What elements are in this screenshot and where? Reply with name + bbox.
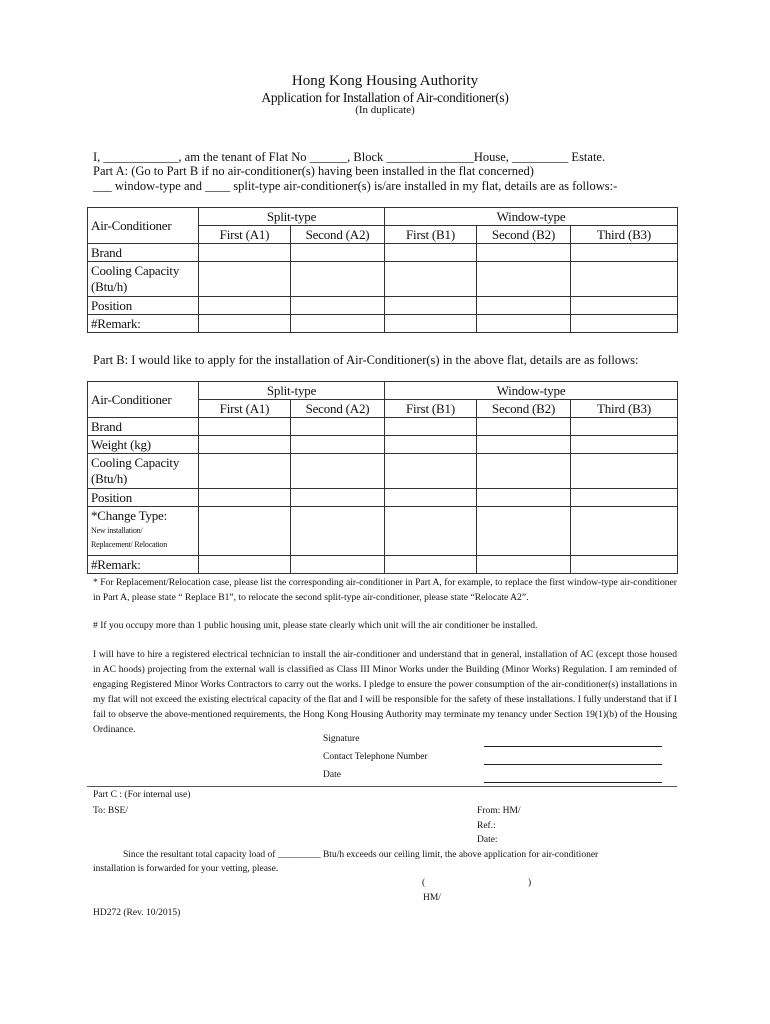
declaration-paragraph: I will have to hire a registered electrical technician to install the air-conditioner and understand that in general, installation of AC (except those housed in AC hoods) projecting from the external wall is classified as Class III Minor Works under the Building (Minor Works) Regulation. I am reminded of engaging Registered Minor Works Contractors to carry out the works. I pledge to ensure the power consumption of the air-conditioner(s) installations in my flat will not exceed the existing electrical capacity of the flat and I will be responsible for the safety of these installations. I fully understand that if I fail to observe the above-mentioned requirements, the Hong Kong Housing Authority may terminate my tenancy under Section 19(1)(b) of the Housing Ordinance. [93, 649, 677, 735]
header-first-b1: First (B1) [385, 400, 477, 418]
part-b-table [87, 381, 678, 574]
input-cell[interactable] [385, 489, 477, 507]
input-cell[interactable] [199, 297, 291, 315]
input-cell[interactable] [199, 454, 291, 489]
telephone-line[interactable] [484, 764, 662, 765]
input-cell[interactable] [385, 556, 477, 574]
telephone-label: Contact Telephone Number [323, 752, 428, 762]
input-cell[interactable] [571, 436, 678, 454]
capacity-forward-text: Since the resultant total capacity load of _________ Btu/h exceeds our ceiling limit, the above application for air-conditioner [123, 850, 599, 860]
input-cell[interactable] [571, 454, 678, 489]
header-split-type: Split-type [199, 382, 385, 400]
input-cell[interactable] [477, 507, 571, 556]
header-third-b3: Third (B3) [571, 226, 678, 244]
signature-line[interactable] [484, 746, 662, 747]
hm-signature-label: HM/ [423, 893, 441, 903]
part-c-heading: Part C : (For internal use) [93, 790, 191, 800]
input-cell[interactable] [571, 418, 678, 436]
tenant-declaration-line: I, ____________, am the tenant of Flat No ______, Block ______________House, _________ Estate. [93, 150, 606, 164]
paren-close: ) [528, 878, 532, 888]
date-label: Date [323, 770, 341, 780]
row-label-remark: #Remark: [88, 556, 199, 574]
input-cell[interactable] [199, 436, 291, 454]
part-a-table [87, 207, 678, 333]
input-cell[interactable] [571, 262, 678, 297]
header-window-type: Window-type [385, 208, 678, 226]
part-c-date-label: Date: [477, 835, 498, 845]
header-window-type: Window-type [385, 382, 678, 400]
header-first-a1: First (A1) [199, 400, 291, 418]
input-cell[interactable] [199, 489, 291, 507]
duplicate-note: (In duplicate) [355, 104, 415, 116]
row-label-brand: Brand [88, 418, 199, 436]
table-row [88, 297, 678, 315]
to-bse-label: To: BSE/ [93, 806, 128, 816]
input-cell[interactable] [385, 454, 477, 489]
row-label-position: Position [88, 297, 199, 315]
table-row [88, 507, 678, 556]
input-cell[interactable] [571, 489, 678, 507]
from-hm-label: From: HM/ [477, 806, 521, 816]
input-cell[interactable] [291, 556, 385, 574]
table-row [88, 489, 678, 507]
header-third-b3: Third (B3) [571, 400, 678, 418]
input-cell[interactable] [477, 454, 571, 489]
part-a-heading: Part A: (Go to Part B if no air-conditioner(s) having been installed in the flat concerned) [93, 164, 534, 178]
input-cell[interactable] [291, 262, 385, 297]
input-cell[interactable] [291, 507, 385, 556]
form-title: Hong Kong Housing Authority [291, 73, 479, 89]
row-label-position: Position [88, 489, 199, 507]
input-cell[interactable] [291, 436, 385, 454]
table-row [88, 436, 678, 454]
paren-open: ( [422, 878, 426, 888]
header-second-b2: Second (B2) [477, 226, 571, 244]
input-cell[interactable] [571, 507, 678, 556]
date-line[interactable] [484, 782, 662, 783]
form-subtitle: Application for Installation of Air-conditioner(s) [261, 90, 509, 105]
part-b-heading: Part B: I would like to apply for the installation of Air-Conditioner(s) in the above flat, details are as follows: [93, 353, 639, 367]
input-cell[interactable] [477, 436, 571, 454]
input-cell[interactable] [477, 315, 571, 333]
multiple-unit-note: # If you occupy more than 1 public housing unit, please state clearly which unit will the air conditioner be installed. [93, 620, 538, 631]
ref-label: Ref.: [477, 821, 496, 831]
table-row [88, 244, 678, 262]
replacement-note: * For Replacement/Relocation case, please list the corresponding air-conditioner in Part A, for example, to replace the first window-type air-conditioner in Part A, please state “ Replace B1”, to relocate the second split-type air-conditioner, please state “Relocate A2”. [93, 577, 677, 603]
input-cell[interactable] [291, 489, 385, 507]
input-cell[interactable] [385, 244, 477, 262]
input-cell[interactable] [571, 244, 678, 262]
input-cell[interactable] [199, 556, 291, 574]
row-label-change-type: *Change Type: New installation/ Replacement/ Relocation [88, 507, 199, 556]
input-cell[interactable] [477, 262, 571, 297]
input-cell[interactable] [199, 262, 291, 297]
input-cell[interactable] [291, 297, 385, 315]
table-row [88, 418, 678, 436]
header-air-conditioner: Air-Conditioner [88, 382, 199, 418]
header-air-conditioner: Air-Conditioner [88, 208, 199, 244]
input-cell[interactable] [385, 262, 477, 297]
input-cell[interactable] [199, 507, 291, 556]
input-cell[interactable] [477, 297, 571, 315]
row-label-cooling-capacity: Cooling Capacity (Btu/h) [88, 454, 199, 489]
input-cell[interactable] [571, 315, 678, 333]
input-cell[interactable] [199, 244, 291, 262]
input-cell[interactable] [199, 315, 291, 333]
signature-label: Signature [323, 734, 360, 744]
input-cell[interactable] [291, 244, 385, 262]
row-label-cooling-capacity: Cooling Capacity (Btu/h) [88, 262, 199, 297]
input-cell[interactable] [571, 556, 678, 574]
table-row [88, 454, 678, 489]
input-cell[interactable] [291, 315, 385, 333]
input-cell[interactable] [477, 489, 571, 507]
header-second-a2: Second (A2) [291, 226, 385, 244]
section-divider [87, 786, 677, 787]
row-label-brand: Brand [88, 244, 199, 262]
table-row [88, 262, 678, 297]
table-row [88, 315, 678, 333]
header-split-type: Split-type [199, 208, 385, 226]
form-number: HD272 (Rev. 10/2015) [93, 908, 181, 918]
input-cell[interactable] [477, 244, 571, 262]
input-cell[interactable] [477, 418, 571, 436]
input-cell[interactable] [385, 297, 477, 315]
header-first-a1: First (A1) [199, 226, 291, 244]
header-first-b1: First (B1) [385, 226, 477, 244]
header-second-b2: Second (B2) [477, 400, 571, 418]
input-cell[interactable] [199, 418, 291, 436]
header-second-a2: Second (A2) [291, 400, 385, 418]
capacity-forward-text-2: installation is forwarded for your vetting, please. [93, 864, 279, 874]
input-cell[interactable] [571, 297, 678, 315]
input-cell[interactable] [291, 454, 385, 489]
input-cell[interactable] [385, 436, 477, 454]
table-row [88, 556, 678, 574]
input-cell[interactable] [385, 418, 477, 436]
row-label-weight: Weight (kg) [88, 436, 199, 454]
installed-count-line: ___ window-type and ____ split-type air-conditioner(s) is/are installed in my flat, details are as follows:- [93, 179, 618, 193]
input-cell[interactable] [385, 315, 477, 333]
input-cell[interactable] [477, 556, 571, 574]
row-label-remark: #Remark: [88, 315, 199, 333]
input-cell[interactable] [385, 507, 477, 556]
input-cell[interactable] [291, 418, 385, 436]
